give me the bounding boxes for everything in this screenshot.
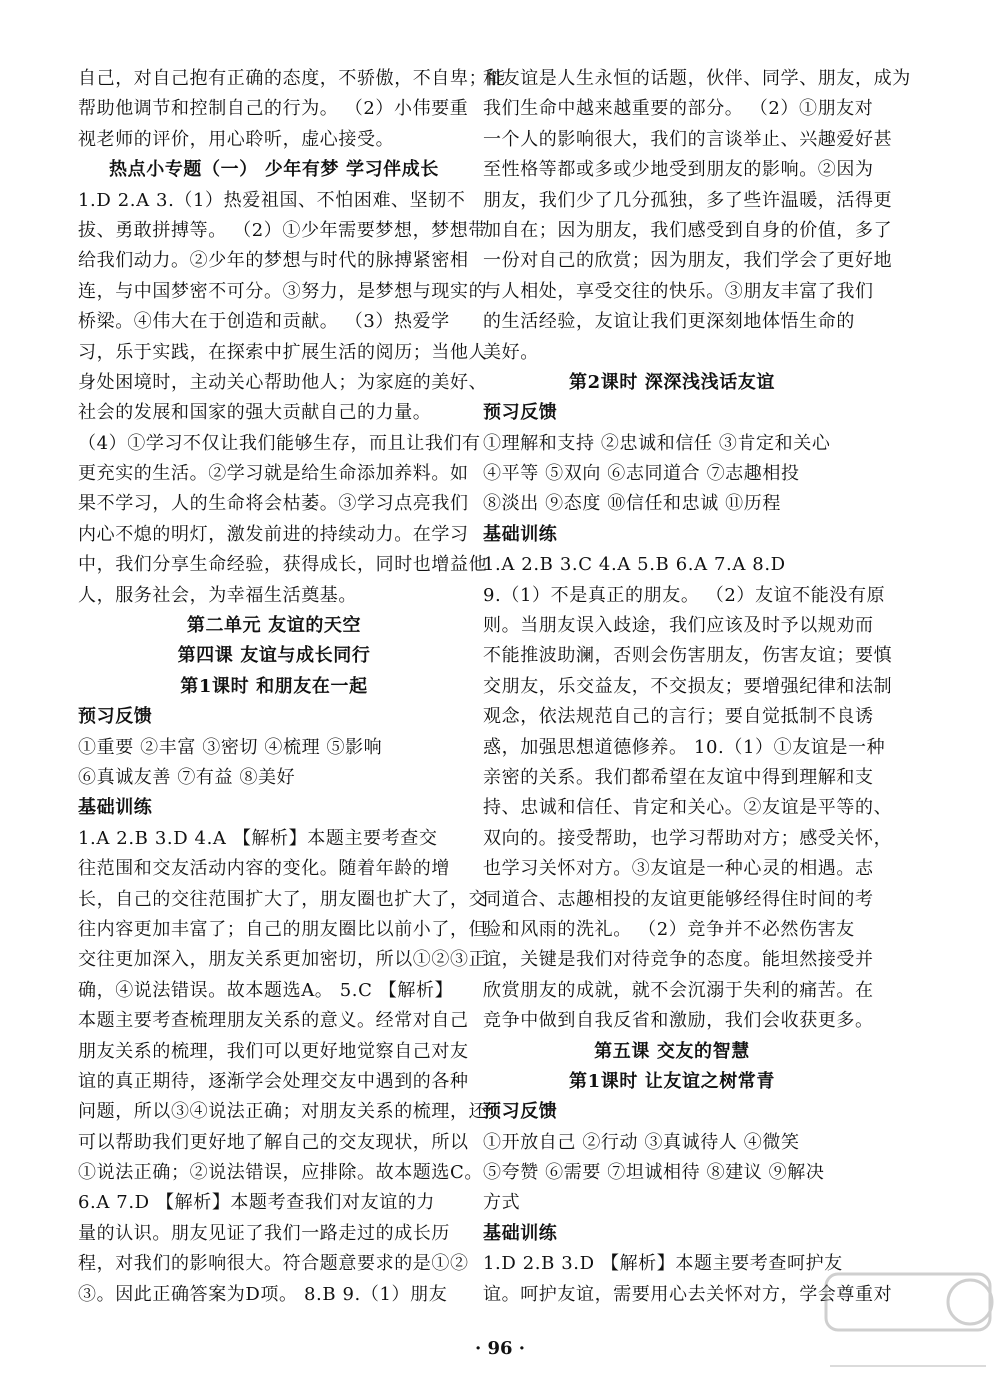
right-line: 谊。呵护友谊，需要用心去关怀对方，学会尊重对 — [483, 1283, 893, 1305]
right-line: 则。当朋友误入歧途，我们应该及时予以规劝而 — [483, 615, 874, 637]
page-number: · 96 · — [474, 1338, 526, 1359]
right-line: 和友谊是人生永恒的话题，伙伴、同学、朋友，成为 — [483, 68, 911, 89]
subheading: 基础训练 — [483, 523, 558, 545]
left-line: 本题主要考查梳理朋友关系的意义。经常对自己 — [78, 1010, 469, 1032]
left-line: 更充实的生活。②学习就是给生命添加养料。如 — [78, 463, 469, 485]
left-line: （4）①学习不仅让我们能够生存，而且让我们有 — [78, 432, 481, 454]
subheading: 预习反馈 — [78, 706, 153, 728]
left-line: ③。因此正确答案为D项。 8.B 9.（1）朋友 — [78, 1283, 448, 1305]
right-line: 验和风雨的洗礼。 （2）竞争并不必然伤害友 — [483, 918, 855, 940]
right-line: 至性格等都或多或少地受到朋友的影响。②因为 — [483, 159, 874, 181]
right-line: ④平等 ⑤双向 ⑥志同道合 ⑦志趣相投 — [483, 463, 800, 485]
left-line: 中，我们分享生命经验，获得成长，同时也增益他 — [78, 554, 488, 576]
right-line: 亲密的关系。我们都希望在友谊中得到理解和支 — [483, 766, 874, 788]
section-heading: 第五课 交友的智慧 — [594, 1040, 750, 1062]
right-line: 欣赏朋友的成就，就不会沉溺于失利的痛苦。在 — [483, 979, 874, 1001]
right-line: 1.A 2.B 3.C 4.A 5.B 6.A 7.A 8.D — [483, 554, 786, 576]
right-column — [483, 64, 911, 1310]
left-line: 问题，所以③④说法正确；对朋友关系的梳理，还 — [78, 1101, 488, 1123]
watermark-logo — [820, 1270, 996, 1370]
left-line: 1.A 2.B 3.D 4.A 【解析】本题主要考查交 — [78, 827, 438, 849]
section-heading: 热点小专题（一） 少年有梦 学习伴成长 — [109, 159, 439, 181]
section-heading: 第1课时 和朋友在一起 — [180, 675, 368, 697]
left-line: 连，与中国梦密不可分。③努力，是梦想与现实的 — [78, 280, 488, 302]
watermark-frame — [826, 1274, 990, 1330]
left-line: 可以帮助我们更好地了解自己的交友现状，所以 — [78, 1131, 469, 1153]
left-line: 谊的真正期待，逐渐学会处理交友中遇到的各种 — [78, 1070, 469, 1092]
left-line: 往范围和交友活动内容的变化。随着年龄的增 — [78, 858, 450, 880]
right-line: 惑，加强思想道德修养。 10.（1）①友谊是一种 — [483, 736, 886, 758]
left-line: 朋友关系的梳理，我们可以更好地觉察自己对友 — [78, 1040, 469, 1062]
right-line: 9.（1）不是真正的朋友。 （2）友谊不能没有原 — [483, 584, 886, 606]
right-line: 一份对自己的欣赏；因为朋友，我们学会了更好地 — [483, 250, 893, 272]
left-line: 给我们动力。②少年的梦想与时代的脉搏紧密相 — [78, 250, 469, 272]
left-line: 确，④说法错误。故本题选A。 5.C 【解析】 — [78, 979, 454, 1001]
right-line: ⑤夸赞 ⑥需要 ⑦坦诚相待 ⑧建议 ⑨解决 — [483, 1162, 825, 1184]
right-line: 的生活经验，友谊让我们更深刻地体悟生命的 — [483, 311, 855, 333]
right-line: ⑧淡出 ⑨态度 ⑩信任和忠诚 ⑪历程 — [483, 493, 781, 515]
left-line: 1.D 2.A 3.（1）热爱祖国、不怕困难、坚韧不 — [78, 189, 466, 211]
left-line: 果不学习，人的生命将会枯萎。③学习点亮我们 — [78, 493, 469, 515]
right-line: ①开放自己 ②行动 ③真诚待人 ④微笑 — [483, 1131, 800, 1153]
right-line: 方式 — [483, 1192, 521, 1214]
right-line: ①理解和支持 ②忠诚和信任 ③肯定和关心 — [483, 432, 831, 454]
right-line: 加自在；因为朋友，我们感受到自身的价值，多了 — [483, 219, 893, 241]
right-line: 观念，依法规范自己的言行；要自觉抵制不良诱 — [483, 706, 874, 728]
left-line: 身处困境时，主动关心帮助他人；为家庭的美好、 — [78, 371, 488, 393]
right-line: 不能推波助澜，否则会伤害朋友，伤害友谊；要慎 — [483, 645, 893, 667]
subheading: 基础训练 — [78, 797, 153, 819]
left-line: 拔、勇敢拼搏等。 （2）①少年需要梦想，梦想带 — [78, 219, 487, 241]
right-line: 也学习关怀对方。③友谊是一种心灵的相遇。志 — [483, 858, 874, 880]
subheading: 预习反馈 — [483, 1101, 558, 1123]
left-line: 桥梁。④伟大在于创造和贡献。 （3）热爱学 — [78, 311, 450, 333]
left-line: 交往更加深入，朋友关系更加密切，所以①②③正 — [78, 949, 488, 971]
section-heading: 第1课时 让友谊之树常青 — [569, 1070, 775, 1092]
right-line: 美好。 — [483, 341, 539, 363]
left-line: 习，乐于实践，在探索中扩展生活的阅历；当他人 — [78, 341, 488, 363]
section-heading: 第四课 友谊与成长同行 — [177, 645, 371, 667]
right-line: 同道合、志趣相投的友谊更能够经得住时间的考 — [483, 888, 874, 910]
section-heading: 第2课时 深深浅浅话友谊 — [569, 371, 775, 393]
left-line: 程，对我们的影响很大。符合题意要求的是①② — [78, 1253, 469, 1275]
right-line: 一个人的影响很大，我们的言谈举止、兴趣爱好甚 — [483, 128, 893, 150]
right-line: 交朋友，乐交益友，不交损友；要增强纪律和法制 — [483, 675, 893, 697]
right-line: 双向的。接受帮助，也学习帮助对方；感受关怀， — [483, 827, 893, 849]
left-line: ⑥真诚友善 ⑦有益 ⑧美好 — [78, 766, 296, 788]
right-line: 1.D 2.B 3.D 【解析】本题主要考查呵护友 — [483, 1253, 843, 1275]
right-line: 谊，关键是我们对待竞争的态度。能坦然接受并 — [483, 949, 874, 971]
right-line: 我们生命中越来越重要的部分。 （2）①朋友对 — [483, 98, 874, 120]
left-line: 人，服务社会，为幸福生活奠基。 — [78, 584, 357, 606]
left-line: 6.A 7.D 【解析】本题考查我们对友谊的力 — [78, 1192, 436, 1214]
left-line: 社会的发展和国家的强大贡献自己的力量。 — [78, 402, 432, 424]
section-heading: 第二单元 友谊的天空 — [186, 615, 362, 637]
right-line: 朋友，我们少了几分孤独，多了些许温暖，活得更 — [483, 189, 893, 211]
left-line: 内心不熄的明灯，激发前进的持续动力。在学习 — [78, 523, 469, 545]
left-line: 长，自己的交往范围扩大了，朋友圈也扩大了，交 — [78, 888, 488, 910]
left-line: 往内容更加丰富了；自己的朋友圈比以前小了，但 — [78, 918, 488, 940]
left-line: ①说法正确；②说法错误，应排除。故本题选C。 — [78, 1162, 483, 1184]
left-line: 视老师的评价，用心聆听，虚心接受。 — [78, 128, 395, 150]
left-line: 帮助他调节和控制自己的行为。 （2）小伟要重 — [78, 98, 469, 120]
subheading: 基础训练 — [483, 1222, 558, 1244]
right-line: 竞争中做到自我反省和激励，我们会收获更多。 — [483, 1010, 874, 1032]
left-line: 量的认识。朋友见证了我们一路走过的成长历 — [78, 1222, 450, 1244]
watermark-circle — [948, 1280, 992, 1324]
left-line: ①重要 ②丰富 ③密切 ④梳理 ⑤影响 — [78, 736, 383, 758]
right-line: 与人相处，享受交往的快乐。③朋友丰富了我们 — [483, 280, 874, 302]
subheading: 预习反馈 — [483, 402, 558, 424]
left-line: 自己，对自己抱有正确的态度，不骄傲，不自卑；能 — [78, 68, 506, 89]
right-line: 持、忠诚和信任、肯定和关心。②友谊是平等的、 — [483, 797, 893, 819]
